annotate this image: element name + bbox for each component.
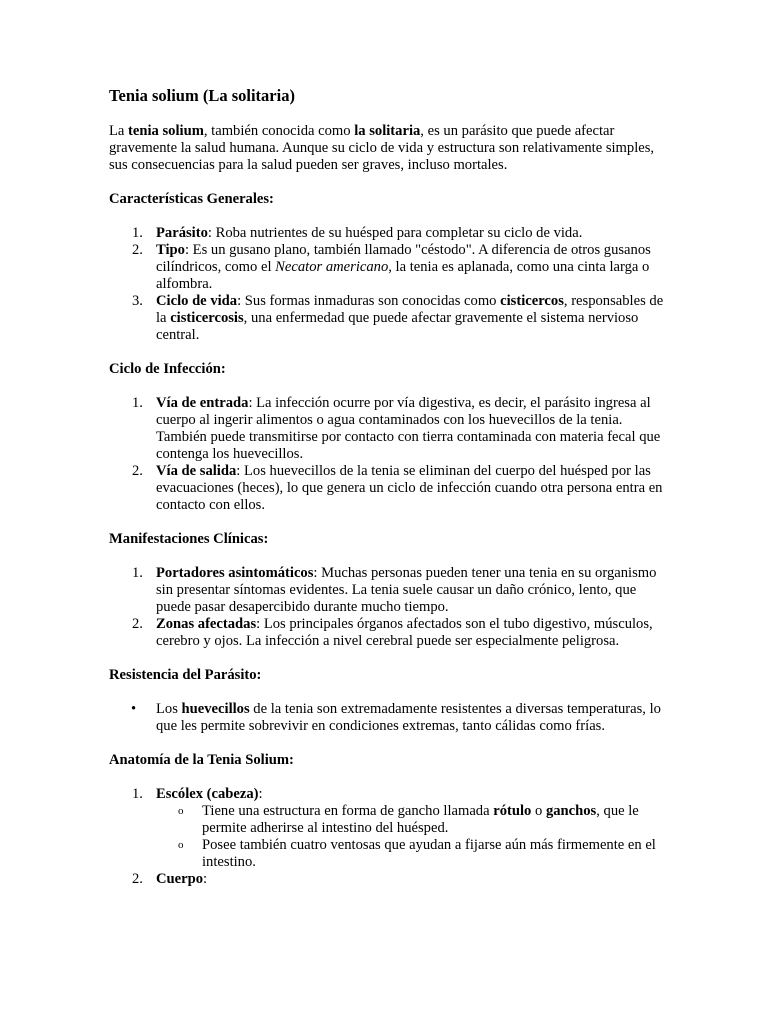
item-text: : La infección ocurre por vía digestiva, es decir, el parásito ingresa al cuerpo al ingerir alimentos o agua contaminados con los huevecillos de la tenia. También puede transmitirse por contacto con tierra contaminada con materia fecal que contenga los huevecillos. (156, 395, 661, 462)
list-item (109, 871, 669, 888)
list-item (109, 293, 669, 344)
item-label: Cuerpo (156, 871, 204, 887)
list-item (109, 242, 669, 293)
item-text: Tiene una estructura en forma de gancho llamada (202, 803, 494, 819)
list-item (109, 225, 669, 242)
intro-text: , es un parásito que puede afectar gravemente la salud humana. Aunque su ciclo de vida y estructura son relativamente simples, sus consecuencias para la salud pueden ser graves, incluso mortales. (109, 123, 655, 173)
item-text: : Los huevecillos de la tenia se eliminan del cuerpo del huésped por las evacuaciones (heces), lo que genera un ciclo de infección cuando otra persona entra en contacto con ellos. (156, 463, 663, 513)
item-label: Ciclo de vida (156, 293, 238, 309)
list-number: 2. (132, 242, 143, 258)
intro-text: , también conocida como (203, 123, 355, 139)
section-heading-anatomia: Anatomía de la Tenia Solium: (109, 752, 294, 768)
item-text: Los (156, 701, 182, 717)
item-label: Portadores asintomáticos (156, 565, 314, 581)
item-text: : (258, 786, 263, 802)
sub-list-item (156, 837, 669, 871)
item-term: rótulo (493, 803, 532, 819)
ciclo-list (109, 395, 669, 514)
anatomia-sublist (156, 803, 669, 871)
item-term: cisticercosis (170, 310, 244, 326)
item-label: Tipo (156, 242, 185, 258)
item-label: Escólex (cabeza) (156, 786, 259, 802)
item-text: , que le permite adherirse al intestino del huésped. (202, 803, 639, 836)
list-number: 2. (132, 871, 143, 887)
bullet-marker: • (131, 701, 137, 717)
section-heading-manifestaciones: Manifestaciones Clínicas: (109, 531, 269, 547)
intro-term: tenia solium (128, 123, 204, 139)
intro-text: La (109, 123, 129, 139)
item-text: : Muchas personas pueden tener una tenia en su organismo sin presentar síntomas evidentes. La tenia suele causar un daño crónico, lento, que puede pasar desapercibido durante mucho tiempo. (156, 565, 657, 615)
circle-bullet-marker: o (178, 805, 184, 817)
item-label: Zonas afectadas (156, 616, 257, 632)
item-text: de la tenia son extremadamente resistentes a diversas temperaturas, lo que les permite sobrevivir en condiciones extremas, tanto cálidas como frías. (156, 701, 661, 734)
list-number: 1. (132, 565, 143, 581)
manifestaciones-list (109, 565, 669, 650)
list-number: 1. (132, 786, 143, 802)
item-term: ganchos (545, 803, 597, 819)
resistencia-list (109, 701, 669, 735)
item-text: Posee también cuatro ventosas que ayudan a fijarse aún más firmemente en el intestino. (202, 837, 656, 870)
item-text: : (203, 871, 208, 887)
section-heading-resistencia: Resistencia del Parásito: (109, 667, 262, 683)
anatomia-list (109, 786, 669, 888)
list-item (109, 463, 669, 514)
list-number: 3. (132, 293, 143, 309)
item-label: Vía de salida (156, 463, 237, 479)
item-text: : Los principales órganos afectados son el tubo digestivo, músculos, cerebro y ojos. La infección a nivel cerebral puede ser especialmente peligrosa. (156, 616, 653, 649)
section-heading-ciclo: Ciclo de Infección: (109, 361, 226, 377)
item-text: , una enfermedad que puede afectar gravemente el sistema nervioso central. (156, 310, 639, 343)
list-item (109, 786, 669, 871)
section-heading-caracteristicas: Características Generales: (109, 191, 274, 207)
item-text: o (531, 803, 546, 819)
item-text: : Roba nutrientes de su huésped para completar su ciclo de vida. (207, 225, 583, 241)
document-title: Tenia solium (La solitaria) (109, 86, 295, 105)
item-text: , la tenia es aplanada, como una cinta larga o alfombra. (156, 259, 650, 292)
item-term: huevecillos (181, 701, 250, 717)
item-term: cisticercos (500, 293, 564, 309)
item-italic: Necator americano (275, 259, 389, 275)
document-page (109, 86, 669, 888)
item-label: Vía de entrada (156, 395, 249, 411)
list-number: 2. (132, 616, 143, 632)
list-item (109, 565, 669, 616)
intro-paragraph (109, 123, 669, 174)
item-text: : Es un gusano plano, también llamado "céstodo". A diferencia de otros gusanos cilíndricos, como el (156, 242, 651, 275)
item-text: , responsables de la (156, 293, 664, 326)
list-number: 2. (132, 463, 143, 479)
sub-list-item (156, 803, 669, 837)
list-item (109, 701, 669, 735)
item-label: Parásito (156, 225, 208, 241)
list-item (109, 616, 669, 650)
list-number: 1. (132, 395, 143, 411)
caracteristicas-list (109, 225, 669, 344)
item-text: : Sus formas inmaduras son conocidas como (237, 293, 501, 309)
intro-term: la solitaria (354, 123, 421, 139)
circle-bullet-marker: o (178, 839, 184, 851)
list-item (109, 395, 669, 463)
list-number: 1. (132, 225, 143, 241)
